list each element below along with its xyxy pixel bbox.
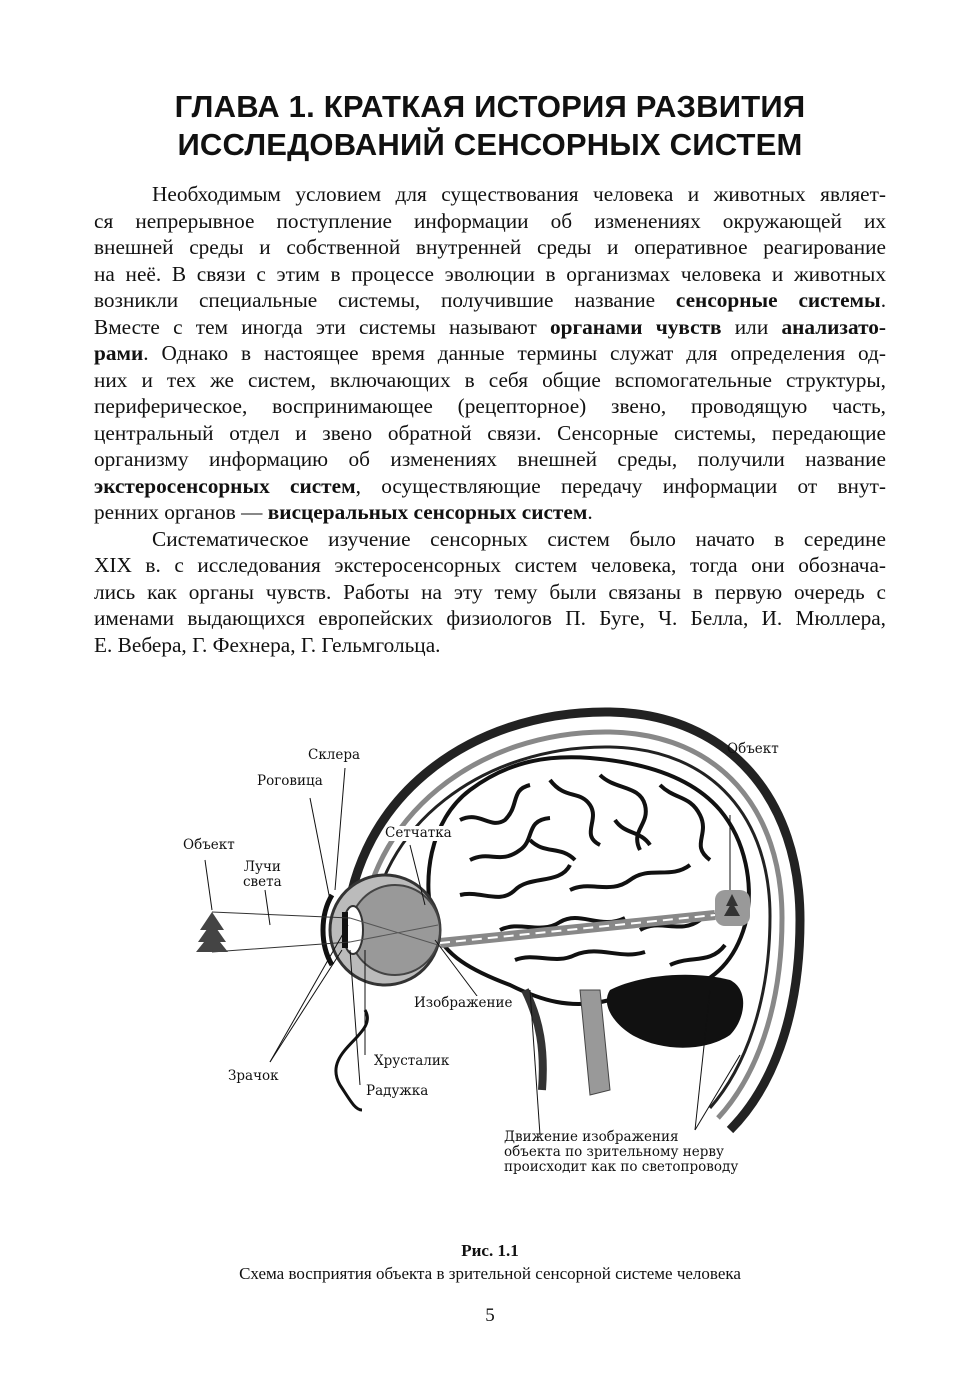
text-line: центральный отдел и звено обратной связи. Сенсорные системы, передающие <box>94 420 886 445</box>
figure-number: Рис. 1.1 <box>461 1241 519 1260</box>
text-line: Систематическое изучение сенсорных систем было начато в середине <box>152 526 886 551</box>
text-run: ренних органов — <box>94 500 268 524</box>
chapter-title-line-2: ИССЛЕДОВАНИЙ СЕНСОРНЫХ СИСТЕМ <box>177 127 803 162</box>
text-line: XIX в. с исследования экстеросенсорных систем человека, тогда они обознача- <box>94 553 886 577</box>
label-retina: Сетчатка <box>385 825 452 841</box>
text-line: организму информацию об изменениях внешней среды, получили название <box>94 447 886 471</box>
text-line: них и тех же систем, включающих в себя общие вспомогательные структуры, <box>94 367 886 392</box>
text-run: , осуществляющие передачу информации от внут- <box>355 473 886 498</box>
term-sensory-systems: сенсорные системы <box>675 288 881 312</box>
label-image: Изображение <box>414 995 513 1011</box>
figure-caption: Схема восприятия объекта в зрительной сенсорной системе человека <box>239 1264 741 1283</box>
label-light-rays: Лучи света <box>243 859 282 890</box>
brain-cortex <box>428 757 748 1004</box>
brainstem <box>580 990 610 1095</box>
label-pupil: Зрачок <box>228 1068 279 1084</box>
term-sense-organs: органами чувств <box>549 314 722 339</box>
text-run: . Однако в настоящее время данные термины служат для определения од- <box>143 341 886 365</box>
text-line: периферическое, воспринимающее (рецепторное) звено, проводящую часть, <box>94 394 886 418</box>
chapter-title <box>90 88 890 164</box>
text-line: на неё. В связи с этим в процессе эволюции в организмах человека и животных <box>94 261 886 286</box>
text-line: лись как органы чувств. Работы на эту тему были связаны в первую очередь с <box>94 579 886 604</box>
text-run: . <box>587 500 593 524</box>
page-number: 5 <box>485 1305 495 1326</box>
eye-brain-illustration <box>170 690 810 1190</box>
paragraph-2 <box>94 526 886 659</box>
term-analyzers-part-2: рами <box>94 341 144 365</box>
chapter-title-line-1: ГЛАВА 1. КРАТКАЯ ИСТОРИЯ РАЗВИТИЯ <box>174 89 806 124</box>
text-line: внешней среды и собственной внутренней среды и оперативное реагирование <box>94 235 886 259</box>
body-text <box>94 181 886 658</box>
label-cornea: Роговица <box>257 773 323 789</box>
text-line: Необходимым условием для существования человека и животных являет- <box>152 182 886 206</box>
text-line <box>94 499 886 526</box>
text-line <box>94 287 886 314</box>
label-sclera: Склера <box>308 747 361 763</box>
text-run: или <box>721 314 782 339</box>
label-movement: Движение изображения объекта по зрительному нерву происходит как по светопроводу <box>504 1129 739 1175</box>
term-analyzers-part-1: анализато- <box>781 314 886 339</box>
label-iris: Радужка <box>366 1083 429 1099</box>
text-line: ся непрерывное поступление информации об изменениях окружающей их <box>94 208 886 233</box>
text-run: . <box>880 288 887 312</box>
term-visceral-sensory-systems: висцеральных сенсорных систем <box>267 500 588 524</box>
text-line: именами выдающихся европейских физиологов П. Буге, Ч. Белла, И. Мюллера, <box>94 606 886 630</box>
label-object-left: Объект <box>183 837 235 853</box>
text-run: возникли специальные системы, получившие название <box>94 288 676 312</box>
cerebellum <box>607 975 743 1048</box>
label-lens: Хрусталик <box>374 1053 450 1069</box>
text-line <box>94 340 886 367</box>
muscle-line <box>336 1010 368 1110</box>
text-line: Е. Вебера, Г. Фехнера, Г. Гельмгольца. <box>94 632 441 657</box>
paragraph-1 <box>94 181 886 526</box>
text-run: Вместе с тем иногда эти системы называют <box>94 314 550 339</box>
text-line <box>94 314 886 341</box>
term-exterosensory-systems: экстеросенсорных систем <box>94 473 356 498</box>
label-object-right: Объект <box>727 741 779 757</box>
text-line <box>94 473 886 500</box>
figure-visual-system <box>170 690 810 1190</box>
